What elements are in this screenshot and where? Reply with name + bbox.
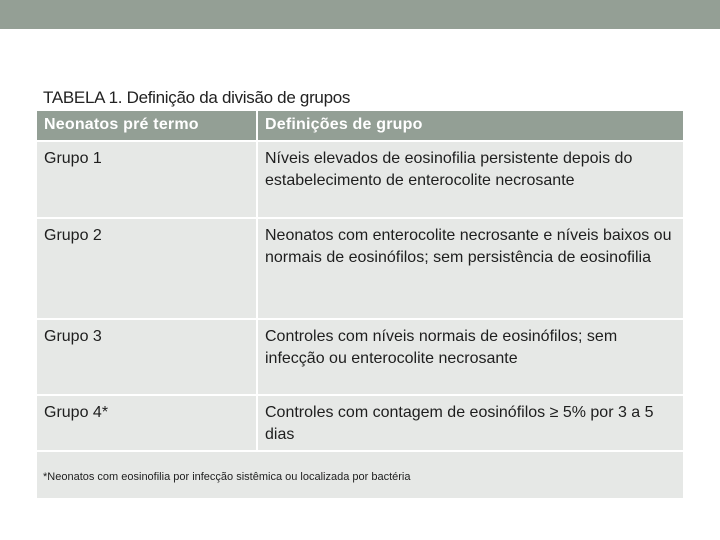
definition-cell: Controles com contagem de eosinófilos ≥ 5% por 3 a 5 dias [265,404,654,443]
groups-table [37,111,683,498]
header-cell-definicoes: Definições de grupo [265,116,423,133]
table-row [37,396,683,452]
table-footnote-row [37,452,683,498]
table-header-row [37,111,683,142]
top-decorative-band [0,0,720,29]
table-footnote: *Neonatos com eosinofilia por infecção sistêmica ou localizada por bactéria [43,471,411,483]
table-row [37,142,683,219]
definition-cell: Controles com níveis normais de eosinófilos; sem infecção ou enterocolite necrosante [265,328,618,367]
definition-cell: Níveis elevados de eosinofilia persistente depois do estabelecimento de enterocolite necrosante [265,150,633,189]
group-cell: Grupo 2 [37,219,258,318]
group-cell: Grupo 3 [37,320,258,394]
table-caption: TABELA 1. Definição da divisão de grupos [43,88,351,107]
group-cell: Grupo 1 [37,142,258,217]
group-cell: Grupo 4* [37,396,258,450]
definition-cell: Neonatos com enterocolite necrosante e níveis baixos ou normais de eosinófilos; sem persistência de eosinofilia [265,227,672,266]
table-row [37,320,683,396]
header-cell-neonatos: Neonatos pré termo [37,111,258,140]
table-row [37,219,683,320]
